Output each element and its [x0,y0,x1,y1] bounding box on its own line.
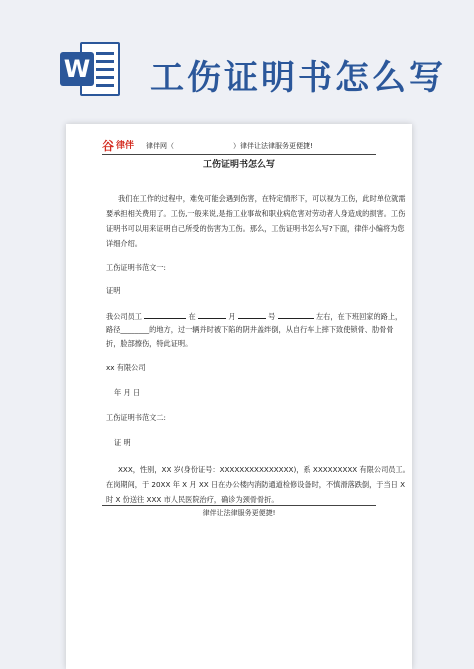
site-name: 律伴网（ [146,142,174,150]
word-badge: W [60,52,94,86]
header-divider [102,154,376,155]
paragraph-line: 要承担相关费用了。工伤,一般来说,是指工业事故和职业病危害对劳动者人身造成的损害。工伤 [106,209,406,218]
fill-text: 左右，在下班回家的路上， [315,312,403,321]
document-page [66,124,412,669]
header-slogan: 律伴让法律服务更便捷! [240,142,313,150]
paragraph-line: 详细介绍。 [106,239,142,248]
logo-icon: ⾕ [102,139,115,153]
logo-text: 律伴 [116,141,135,151]
blank-month [238,309,266,319]
paragraph-line: 证明书可以用来证明自己所受的伤害为工伤。那么，工伤证明书怎么写?下面，律伴小编将为您 [106,224,405,233]
word-document-icon [60,38,122,100]
blank-year [198,309,226,319]
paragraph-line: 路径________的地方，过一辆并时被下陷的阴井盖绊倒，从自行车上摔下致使锁骨、肋骨骨 [106,325,394,334]
sample-one-label: 工伤证明书范文一: [106,263,166,272]
paragraph-line: 在岗期间，于 20XX 年 X 月 XX 日在办公楼内消防通道检修设备时，不慎滑落跌倒，于当日 X [106,480,406,489]
paragraph-line: 我们在工作的过程中，难免可能会遇到伤害，在特定情形下，可以视为工伤，此时单位就需 [118,194,406,203]
banner-title: 工伤证明书怎么写 [150,58,446,98]
paragraph-line: 折，脸部擦伤，特此证明。 [106,339,193,348]
fill-text: 号 [268,312,276,321]
fill-in-line [106,309,403,323]
site-paren-close: ） [233,142,240,150]
footer-slogan: 律伴让法律服务更便捷! [202,509,276,517]
fill-text: 我公司员工 [106,312,142,321]
company-name: xx 有限公司 [106,363,146,372]
document-header [102,140,382,154]
banner [0,0,474,118]
certificate-heading-two: 证 明 [114,438,131,447]
date-line: 年 月 日 [114,388,141,397]
footer-divider [102,505,376,506]
fill-text: 月 [228,312,236,321]
document-title: 工伤证明书怎么写 [202,160,275,170]
paragraph-line: 时 X 份送往 XXX 市人民医院治疗，确诊为颈骨骨折。 [106,495,279,504]
blank-time [278,309,314,319]
sample-two-label: 工伤证明书范文二: [106,413,166,422]
blank-name [144,309,186,319]
paragraph-line: XXX，性别，XX 岁(身份证号：XXXXXXXXXXXXXXX)，系 XXXXXXXXX 有限公司员工。 [118,465,410,474]
fill-text: 在 [188,312,196,321]
certificate-heading: 证明 [106,286,121,295]
